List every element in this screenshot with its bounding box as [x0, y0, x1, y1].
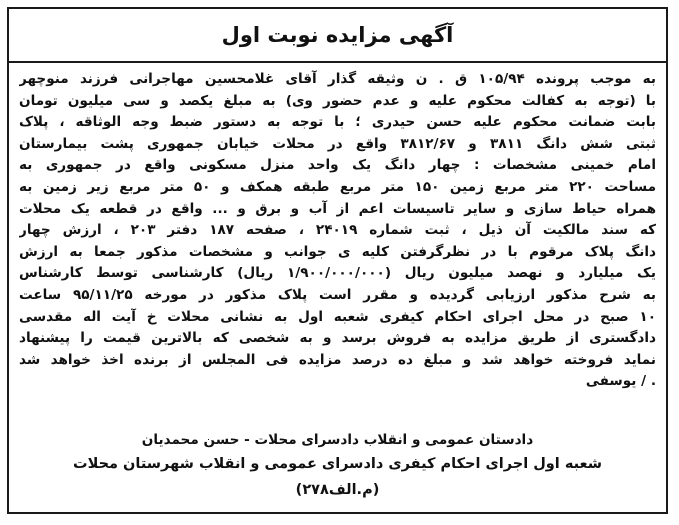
notice-code: (م.الف۲۷۸) — [295, 482, 380, 498]
notice-body — [19, 69, 656, 393]
body-line: دادگستری از طریق مزایده به فروش برسد و به شخصی که بالاترین قیمت را پیشنهاد — [19, 330, 656, 347]
body-line: به موجب پرونده ۱۰۵/۹۴ ق . ن وثیقه گذار آقای غلامحسین مهاجرانی فرزند منوچهر — [19, 71, 656, 87]
body-line: بابت ضمانت محکوم علیه حسن حیدری ؛ با توجه به دستور ضبط وجه الوثاقه ، پلاک — [19, 114, 656, 131]
body-line: یک میلیارد و نهصد میلیون ریال (۱/۹۰۰/۰۰۰/۰۰۰ ریال) کارشناسی توسط کارشناس — [19, 265, 656, 282]
body-line: همراه حیاط سازی و سایر تاسیسات اعم از آب و برق و ... واقع در قطعه یک محلات — [19, 200, 656, 217]
issuing-office: شعبه اول اجرای احکام کیفری دادسرای عمومی و انقلاب شهرستان محلات — [73, 456, 602, 472]
body-line: به شرح مذکور ارزیابی گردیده و مقرر است پلاک مذکور در مورخه ۹۵/۱۱/۲۵ ساعت — [19, 286, 656, 303]
body-line: نماید فروخته خواهد شد و مبلغ ده درصد مزایده فی المجلس از برنده اخذ خواهد شد — [19, 351, 656, 368]
body-line: که سند مالکیت آن ذیل ، ثبت شماره ۲۴۰۱۹ ، صفحه ۱۸۷ دفتر ۲۰۳ ، ارزش چهار — [19, 222, 656, 239]
body-line: ثبتی شش دانگ ۳۸۱۱ و ۳۸۱۲/۶۷ واقع در محلات خیابان جمهوری پشت بیمارستان — [19, 135, 656, 152]
body-line: ۱۰ صبح در محل اجرای احکام کیفری شعبه اول به نشانی محلات خ آیت اله مقدسی — [19, 308, 656, 325]
body-line: مساحت ۲۲۰ متر مربع زمین ۱۵۰ متر مربع طبقه همکف و ۵۰ متر مربع زیر زمین به — [19, 178, 656, 195]
notice-title: آگهی مزایده نوبت اول — [221, 23, 454, 47]
body-line: با (توجه به کفالت محکوم علیه و عدم حضور وی) به مبلغ یکصد و سی میلیون تومان — [19, 92, 656, 109]
body-line: امام خمینی مشخصات : چهار دانگ یک واحد منزل مسکونی واقع در جمهوری به — [19, 157, 656, 174]
title-box — [9, 9, 666, 61]
body-line: دانگ پلاک مرقوم با در نظرگرفتن کلیه ی جوانب و مشخصات مذکور جمعا به ارزش — [19, 243, 656, 260]
prosecutor-signature: دادستان عمومی و انقلاب دادسرای محلات - حسن محمدیان — [141, 432, 534, 448]
title-divider — [9, 61, 666, 63]
body-line-signature: . / یوسفی — [585, 373, 656, 390]
notice-frame — [7, 7, 668, 514]
